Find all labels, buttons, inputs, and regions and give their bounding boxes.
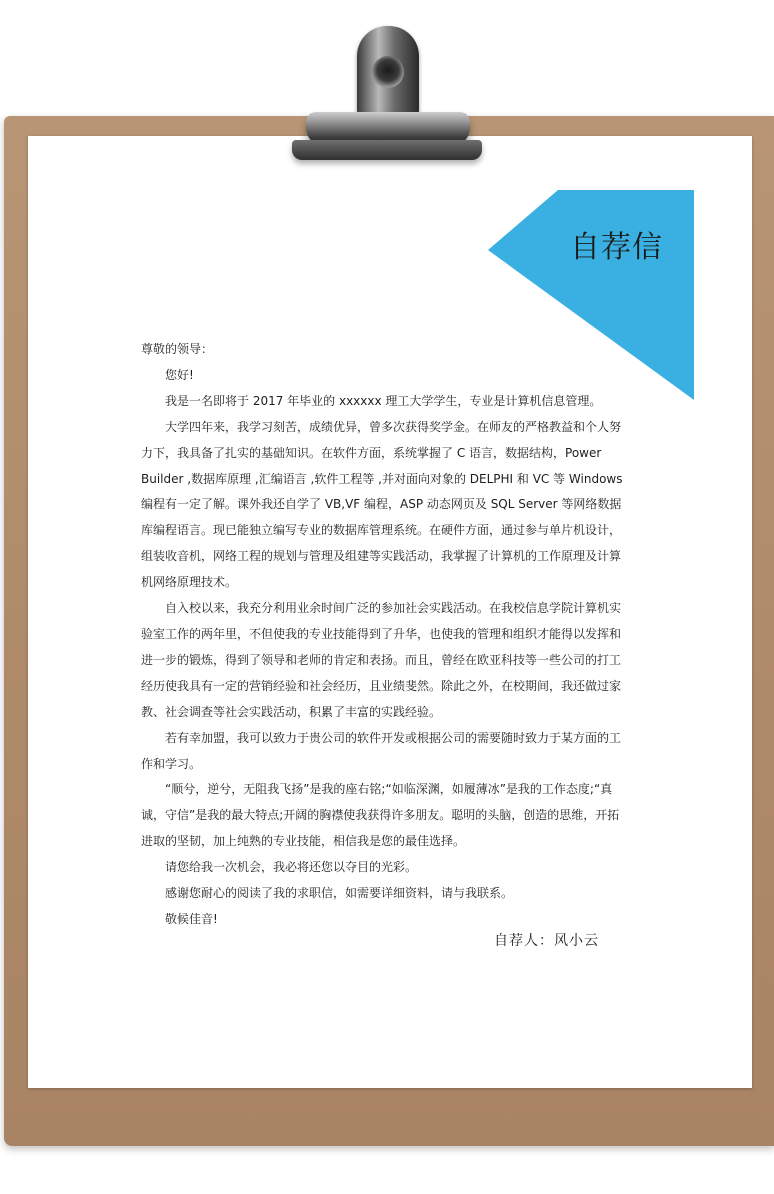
letter-paragraph: 若有幸加盟，我可以致力于贵公司的软件开发或根据公司的需要随时致力于某方面的工作和学习。 <box>141 730 622 771</box>
clip-lip <box>292 140 482 160</box>
letter-paragraph: “顺兮，逆兮，无阻我飞扬”是我的座右铭;“如临深渊，如履薄冰”是我的工作态度;“真诚，守信”是我的最大特点;开阔的胸襟使我获得许多朋友。聪明的头脑，创造的思维，开拓进取的坚韧，加上纯熟的专业技能，相信我是您的最佳选择。 <box>141 782 620 849</box>
letter-closing: 敬候佳音! <box>165 911 218 926</box>
letter-greeting: 尊敬的领导： <box>141 342 214 356</box>
binder-clip-icon <box>292 26 482 176</box>
letter-paragraph: 大学四年来，我学习刻苦，成绩优异，曾多次获得奖学金。在师友的严格教益和个人努力下，我具备了扎实的基础知识。在软件方面，系统掌握了 C 语言，数据结构，Power Builder ,数据库原理 ,汇编语言 ,软件工程等 ,并对面向对象的 DELPHI 和 VC 等 Windows 编程有一定了解。课外我还自学了 VB,VF 编程，ASP 动态网页及 SQL Server 等网络数据库编程语言。现已能独立编写专业的数据库管理系统。在硬件方面，通过参与单片机设计，组装收音机，网络工程的规划与管理及组建等实践活动，我掌握了计算机的工作原理及计算机网络原理技术。 <box>141 419 623 590</box>
letter-paragraph: 请您给我一次机会，我必将还您以夺目的光彩。 <box>165 860 418 875</box>
letter-title: 自荐信 <box>570 230 663 265</box>
letter-paper <box>28 136 752 1088</box>
letter-signature: 自荐人：风小云 <box>494 933 599 949</box>
letter-paragraph: 自入校以来，我充分利用业余时间广泛的参加社会实践活动。在我校信息学院计算机实验室工作的两年里，不但使我的专业技能得到了升华，也使我的管理和组织才能得以发挥和进一步的锻炼，得到了领导和老师的肯定和表扬。而且，曾经在欧亚科技等一些公司的打工经历使我具有一定的营销经验和社会经历，且业绩斐然。除此之外，在校期间，我还做过家教、社会调查等社会实践活动，积累了丰富的实践经验。 <box>141 601 622 719</box>
letter-body <box>141 337 631 933</box>
letter-paragraph: 我是一名即将于 2017 年毕业的 xxxxxx 理工大学学生，专业是计算机信息管理。 <box>165 393 602 408</box>
clip-hole <box>372 56 404 88</box>
letter-paragraph: 您好! <box>165 367 194 382</box>
letter-paragraph: 感谢您耐心的阅读了我的求职信，如需要详细资料，请与我联系。 <box>165 886 514 901</box>
